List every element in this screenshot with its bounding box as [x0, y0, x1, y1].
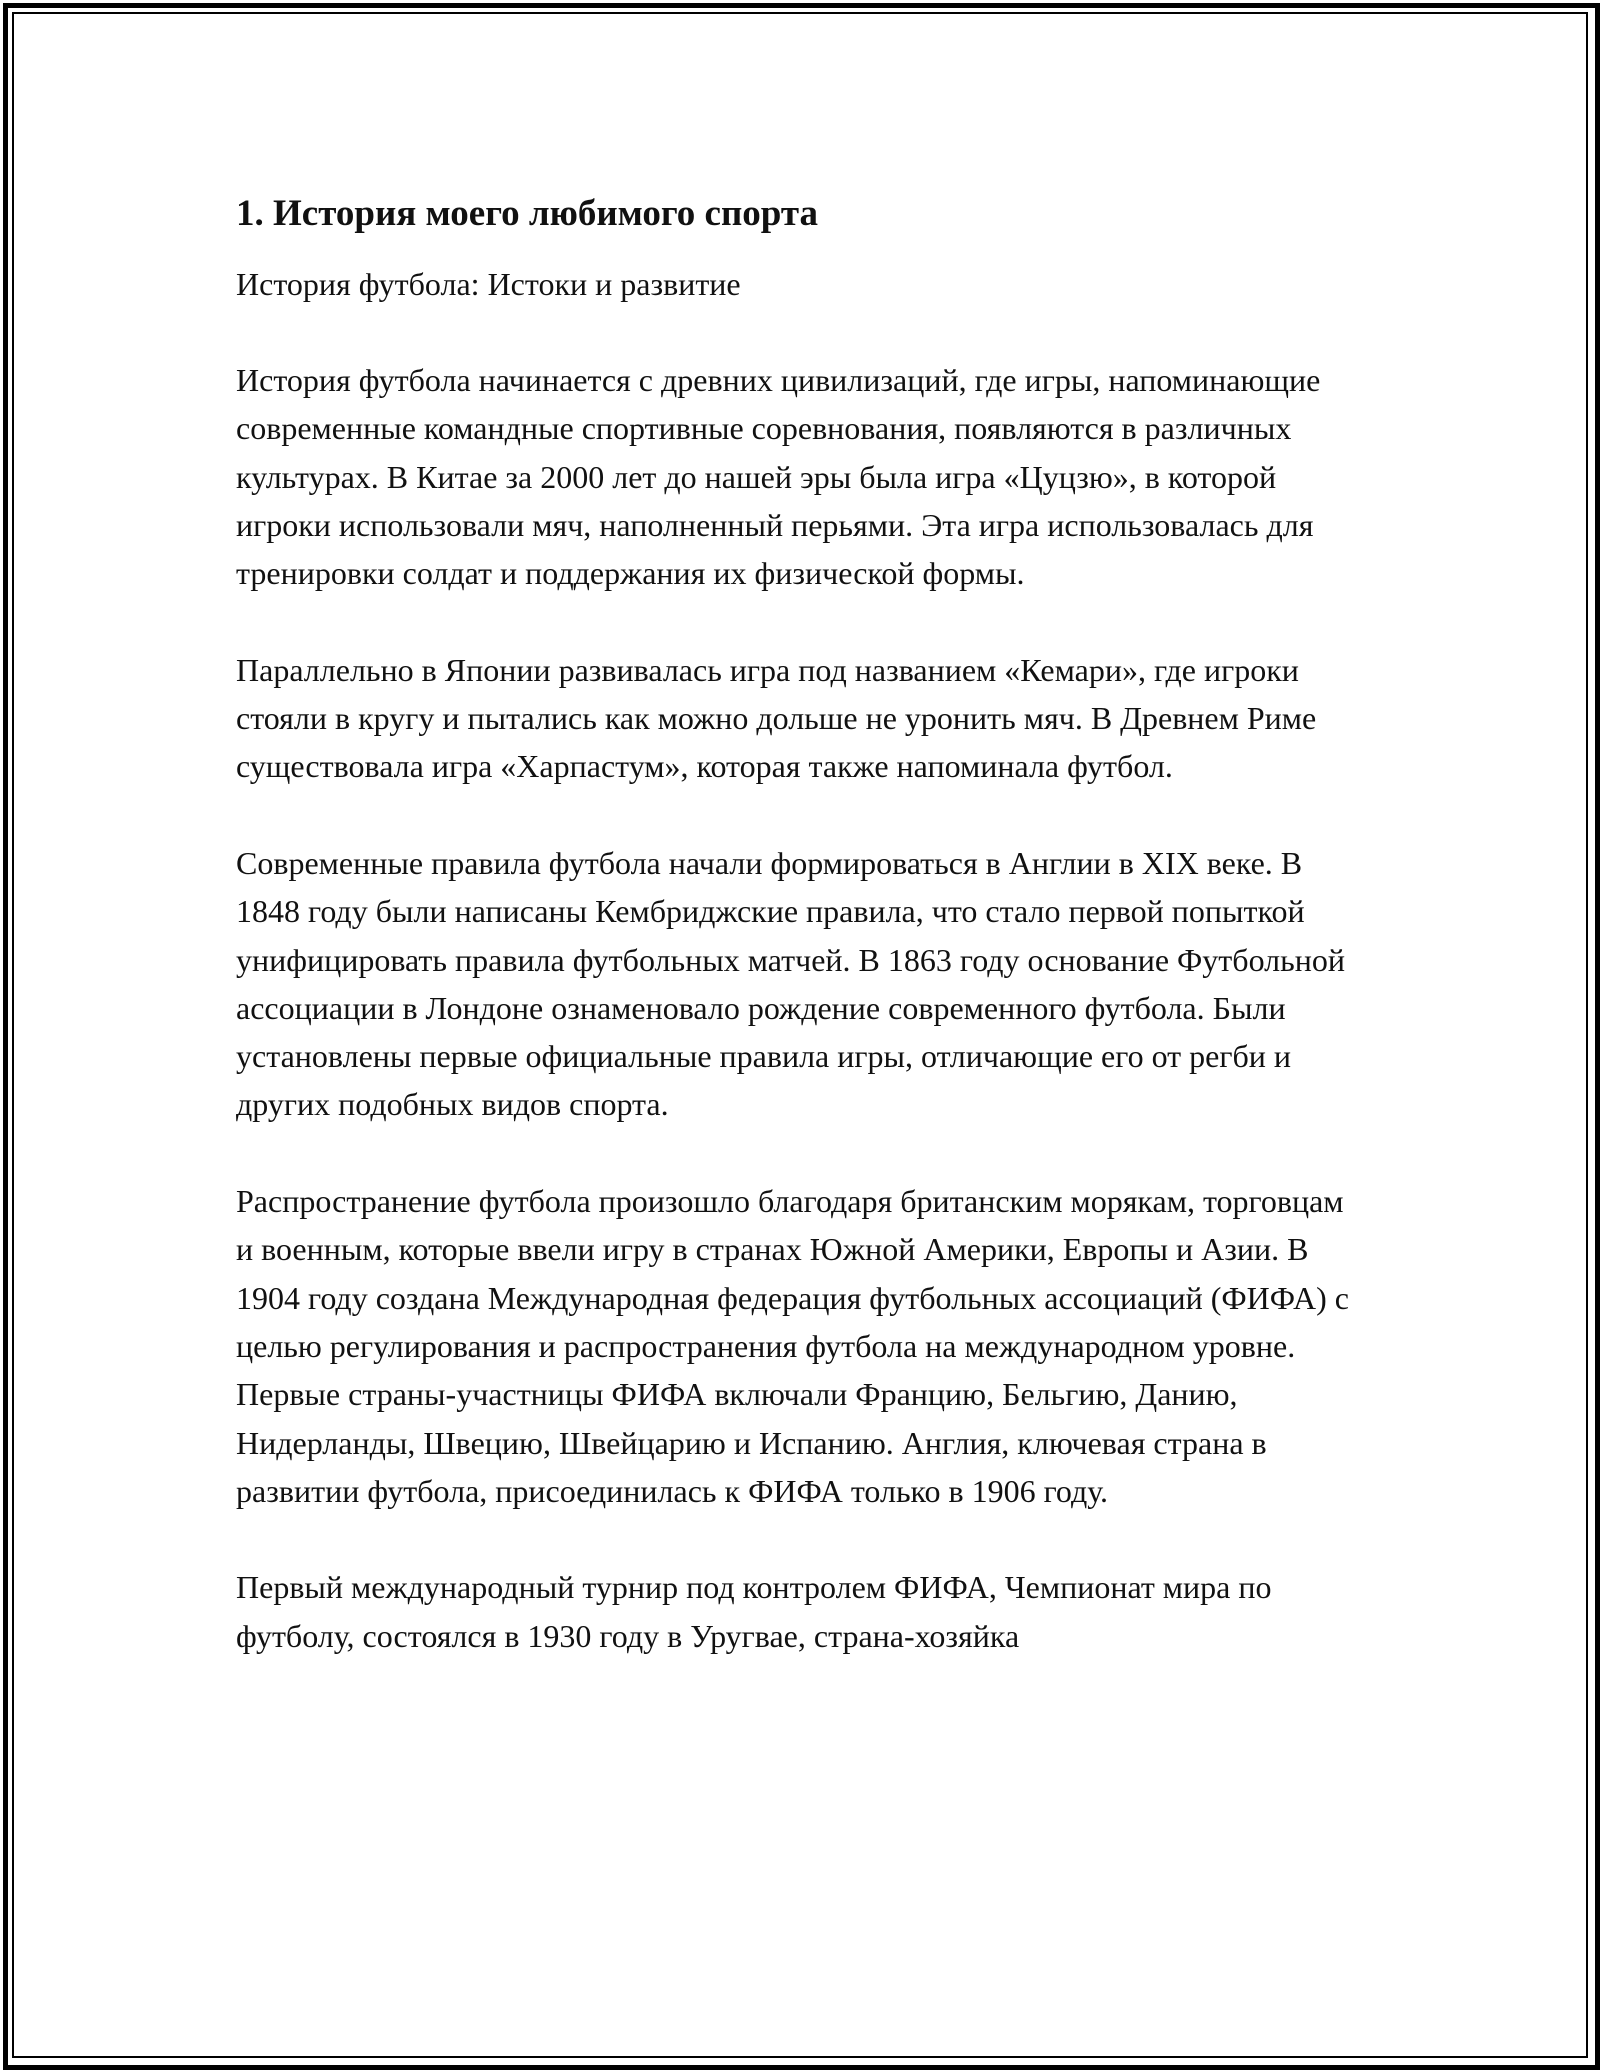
section-subtitle: История футбола: Истоки и развитие — [236, 266, 741, 302]
paragraph-modern-rules: Современные правила футбола начали формироваться в Англии в XIX веке. В 1848 году были написаны Кембриджские правила, что стало первой попыткой унифицировать правила футбольных матчей. В 1863 году основание Футбольной ассоциации в Лондоне ознаменовало рождение современного футбола. Были установлены первые официальные правила игры, отличающие его от регби и других подобных видов спорта. — [236, 844, 1345, 1123]
paragraph-world-cup: Первый международный турнир под контролем ФИФА, Чемпионат мира по футболу, состоялся в 1930 году в Уругвае, страна-хозяйка — [236, 1569, 1272, 1654]
section-heading: 1. История моего любимого спорта — [236, 193, 818, 234]
paragraph-fifa-spread: Распространение футбола произошло благодаря британским морякам, торговцам и военным, которые ввели игру в странах Южной Америки, Европы и Азии. В 1904 году создана Международная федерация футбольных ассоциаций (ФИФА) с целью регулирования и распространения футбола на международном уровне. Первые страны-участницы ФИФА включали Францию, Бельгию, Данию, Нидерланды, Швецию, Швейцарию и Испанию. Англия, ключевая страна в развитии футбола, присоединилась к ФИФА только в 1906 году. — [236, 1183, 1349, 1509]
document-body — [236, 188, 1366, 1708]
paragraph-japan-rome: Параллельно в Японии развивалась игра под названием «Кемари», где игроки стояли в кругу и пытались как можно дольше не уронить мяч. В Древнем Риме существовала игра «Харпастум», которая также напоминала футбол. — [236, 651, 1317, 785]
paragraph-ancient-origins: История футбола начинается с древних цивилизаций, где игры, напоминающие современные командные спортивные соревнования, появляются в различных культурах. В Китае за 2000 лет до нашей эры была игра «Цуцзю», в которой игроки использовали мяч, наполненный перьями. Эта игра использовалась для тренировки солдат и поддержания их физической формы. — [236, 362, 1321, 592]
